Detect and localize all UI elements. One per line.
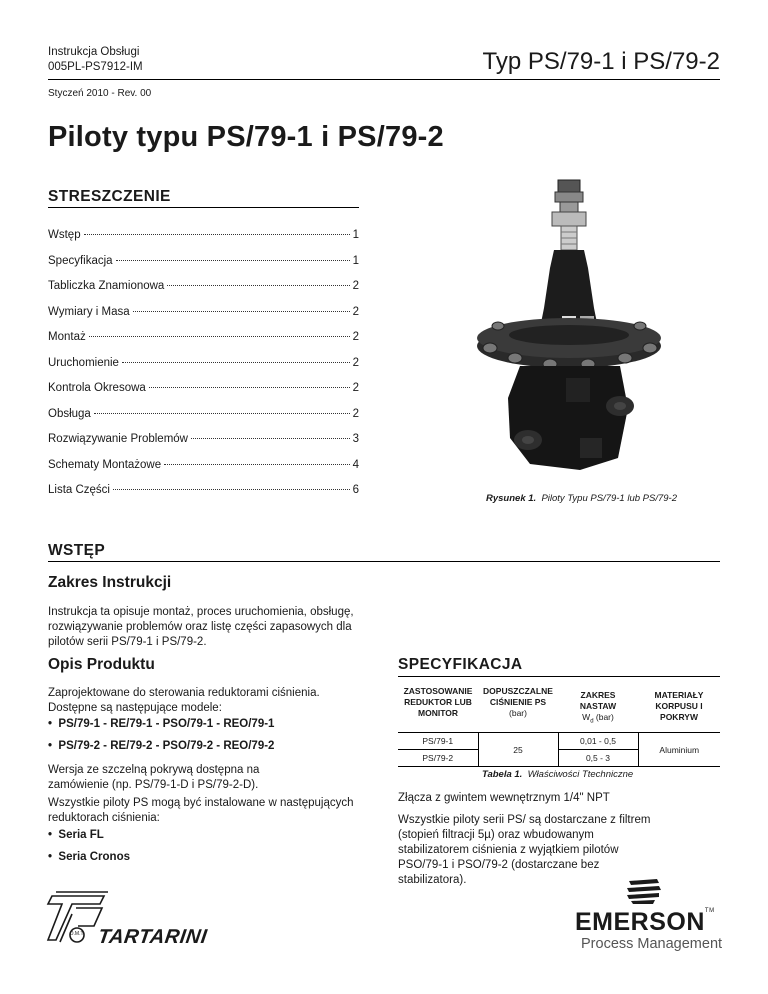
- model-item-1-text: PS/79-1 - RE/79-1 - PSO/79-1 - REO/79-1: [58, 718, 275, 730]
- intro-rule: [48, 561, 720, 562]
- model-item-1: • PS/79-1 - RE/79-1 - PSO/79-1 - REO/79-1: [48, 718, 275, 730]
- material-cell: Aluminium: [659, 744, 700, 755]
- toc-item-page: 2: [352, 280, 359, 292]
- toc-leader-dots: [122, 362, 350, 363]
- scope-heading: Zakres Instrukcji: [48, 574, 172, 591]
- product-title: Typ PS/79-1 i PS/79-2: [482, 48, 720, 75]
- toc-item[interactable]: [48, 280, 359, 294]
- doc-type: Instrukcja Obsługi: [48, 46, 140, 58]
- toc-leader-dots: [94, 413, 350, 414]
- series-item-2: • Seria Cronos: [48, 851, 130, 863]
- toc-leader-dots: [149, 387, 350, 388]
- row-2-range: 0,5 - 3: [558, 750, 638, 767]
- series-item-2-text: Seria Cronos: [58, 851, 130, 863]
- toc-item-page: 2: [352, 331, 359, 343]
- pressure-cell: 25: [478, 733, 558, 767]
- model-item-2: • PS/79-2 - RE/79-2 - PSO/79-2 - REO/79-2: [48, 740, 275, 752]
- toc-item-label: Tabliczka Znamionowa: [48, 280, 165, 292]
- toc-item-page: 3: [352, 433, 359, 445]
- toc-item-label: Kontrola Okresowa: [48, 382, 146, 394]
- figure-text: Piloty Typu PS/79-1 lub PS/79-2: [541, 493, 677, 504]
- emerson-wordmark: EMERSON™: [575, 908, 715, 936]
- table-row: [398, 733, 720, 750]
- table-caption-text: Właściwości Ttechniczne: [527, 769, 634, 780]
- toc-item-label: Obsługa: [48, 407, 91, 420]
- toc-item-label: Rozwiązywanie Problemów: [48, 433, 188, 445]
- toc-item-page: 1: [352, 254, 359, 267]
- tartarini-wordmark: TARTARINI: [96, 926, 209, 948]
- toc-leader-dots: [84, 234, 350, 235]
- toc-item[interactable]: [48, 229, 359, 243]
- row-2-model: PS/79-2: [422, 753, 454, 763]
- emerson-subtitle: Process Management: [581, 936, 723, 952]
- table-label: Tabela 1.: [482, 769, 523, 780]
- toc-item[interactable]: [48, 331, 359, 345]
- toc-item-page: 1: [352, 229, 359, 241]
- toc-item-page: 4: [352, 458, 359, 471]
- toc-item-page: 2: [352, 356, 359, 369]
- spec-table: [398, 686, 720, 767]
- product-description-text: Zaprojektowane do sterowania reduktorami ciśnienia. Dostępne są następujące modele:: [48, 687, 320, 714]
- emerson-tm: TM: [704, 908, 715, 914]
- intro-heading: WSTĘP: [48, 542, 106, 559]
- toc-item-page: 2: [352, 407, 359, 420]
- toc-leader-dots: [89, 336, 350, 337]
- toc-leader-dots: [133, 311, 350, 312]
- toc-item-label: Specyfikacja: [48, 254, 113, 267]
- filter-text: Wszystkie piloty serii PS/ są dostarczane z filtrem (stopień filtracji 5µ) oraz wbudowanym stabilizatorem ciśnienia z wyjątkiem pilotów PSO/79-1 i PSO/79-2 (dostarczane bez stabilizatora).: [398, 814, 651, 886]
- install-text: Wszystkie piloty PS mogą być instalowane w następujących reduktorach ciśnienia:: [48, 797, 354, 824]
- toc-item[interactable]: [48, 484, 359, 498]
- revision-date: Styczeń 2010 - Rev. 00: [48, 88, 152, 99]
- toc-item[interactable]: [48, 459, 359, 473]
- toc-leader-dots: [113, 489, 350, 490]
- toc-leader-dots: [191, 438, 350, 439]
- toc-item-label: Wstęp: [48, 229, 81, 241]
- figure-label: Rysunek 1.: [486, 493, 537, 504]
- doc-code: 005PL-PS7912-IM: [48, 61, 143, 73]
- page-title: Piloty typu PS/79-1 i PS/79-2: [48, 121, 444, 153]
- header-rule: [48, 79, 720, 80]
- tartarini-badge: O.M.T.: [69, 931, 85, 937]
- col-materials: MATERIAŁY KORPUSU I POKRYW: [654, 690, 704, 722]
- scope-text: Instrukcja ta opisuje montaż, proces uruchomienia, obsługę, rozwiązywanie problemów oraz listę części zapasowych dla pilotów serii PS/79-1 i PS/79-2.: [48, 606, 354, 648]
- toc-item-label: Wymiary i Masa: [48, 305, 130, 318]
- series-item-1-text: Seria FL: [58, 829, 104, 841]
- toc-item[interactable]: [48, 255, 359, 269]
- toc-item-label: Uruchomienie: [48, 356, 119, 369]
- summary-rule: [48, 207, 359, 208]
- toc-item-label: Lista Części: [48, 484, 110, 496]
- emerson-logo: [575, 878, 725, 953]
- toc-item-page: 2: [352, 382, 359, 394]
- spec-table-header: [398, 686, 720, 733]
- col-pressure: DOPUSZCZALNE CIŚNIENIE PS (bar): [483, 686, 553, 718]
- spec-heading: SPECYFIKACJA: [398, 656, 523, 673]
- product-description-heading: Opis Produktu: [48, 656, 155, 673]
- row-1-model: PS/79-1: [422, 736, 454, 746]
- toc-item-page: 2: [352, 305, 359, 318]
- toc-leader-dots: [164, 464, 349, 465]
- tartarini-logo: [42, 890, 222, 950]
- table-caption: [482, 769, 633, 780]
- toc-item[interactable]: [48, 306, 359, 320]
- model-item-2-text: PS/79-2 - RE/79-2 - PSO/79-2 - REO/79-2: [58, 740, 275, 752]
- toc-item[interactable]: [48, 357, 359, 371]
- series-item-1: • Seria FL: [48, 829, 104, 841]
- toc-leader-dots: [167, 285, 349, 286]
- col-setpoint-range: ZAKRES NASTAW $W_d$ (bar): [579, 690, 617, 725]
- toc-item[interactable]: [48, 382, 359, 396]
- toc-item[interactable]: [48, 433, 359, 447]
- toc-item[interactable]: [48, 408, 359, 422]
- toc-item-label: Montaż: [48, 331, 86, 343]
- thread-text: Złącza z gwintem wewnętrznym 1/4" NPT: [398, 792, 610, 804]
- summary-heading: STRESZCZENIE: [48, 188, 171, 205]
- sealed-version-text: Wersja ze szczelną pokrywą dostępna na zamówienie (np. PS/79-1-D i PS/79-2-D).: [48, 764, 260, 791]
- pilot-illustration: [470, 178, 670, 478]
- spec-rule: [398, 676, 720, 677]
- figure-caption: [486, 493, 677, 504]
- row-1-range: 0,01 - 0,5: [558, 733, 638, 750]
- col-application: ZASTOSOWANIE REDUKTOR LUB MONITOR: [403, 686, 473, 718]
- pilot-product-image: [470, 178, 670, 478]
- toc-leader-dots: [116, 260, 350, 261]
- toc-item-page: 6: [352, 484, 359, 496]
- toc-item-label: Schematy Montażowe: [48, 458, 162, 471]
- emerson-globe-icon: [623, 878, 663, 904]
